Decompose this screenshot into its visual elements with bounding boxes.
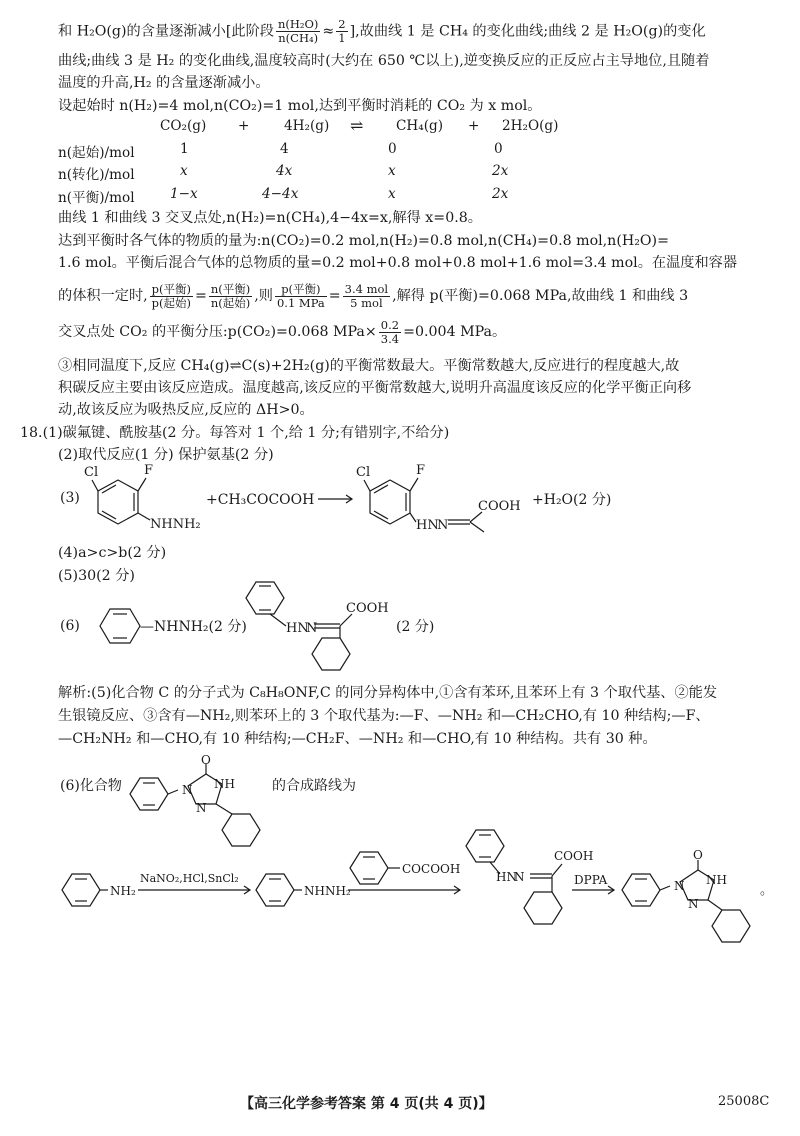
text-line-7: 1.6 mol。平衡后混合气体的总物质的量=0.2 mol+0.8 mol+0.8 mol+1.6 mol=3.4 mol。在温度和容器	[58, 255, 738, 271]
ice-cell: 0	[494, 140, 503, 157]
text-line-2: 曲线;曲线 3 是 H₂ 的变化曲线,温度较高时(大约在 650 ℃以上),逆变换反应的正反应占主导地位,且随着	[58, 53, 710, 69]
mole-fraction	[343, 283, 390, 310]
frac-num: p(平衡)	[275, 283, 327, 297]
ice-row	[58, 184, 578, 207]
text-line-10: ③相同温度下,反应 CH₄(g)⇌C(s)+2H₂(g)的平衡常数最大。平衡常数越大,反应进行的程度越大,故	[58, 358, 680, 374]
fluoro-label: F	[416, 463, 426, 478]
water-byproduct: +H₂O(2 分)	[532, 492, 612, 508]
n-label: N	[514, 870, 525, 884]
nh-label: NH	[706, 873, 727, 887]
ice-cell: x	[388, 163, 396, 179]
frac-num: 3.4 mol	[344, 281, 389, 296]
mole-ratio-fraction	[209, 283, 252, 310]
cooh-label: COOH	[346, 601, 389, 616]
ratio-fraction	[276, 18, 320, 45]
fluoro-label: F	[144, 463, 154, 478]
diazotization-reagents: NaNO₂,HCl,SnCl₂	[140, 872, 239, 885]
line9-b: =0.004 MPa。	[403, 324, 507, 340]
q18-part2: (2)取代反应(1 分) 保护氨基(2 分)	[58, 447, 274, 463]
frac-num: n(平衡)	[210, 281, 251, 296]
hydrazone-answer-score: (2 分)	[396, 619, 435, 635]
ratio-num: n(H₂O)	[277, 17, 319, 31]
equation-row	[58, 116, 578, 139]
ice-cell: 4x	[276, 163, 293, 179]
eq-h2: 4H₂(g)	[284, 118, 330, 134]
analysis-line-4b: 的合成路线为	[272, 778, 356, 794]
benzene-ring	[350, 852, 400, 884]
eq-ch4: CH₄(g)	[396, 118, 444, 134]
page-footer: 【高三化学参考答案 第 4 页(共 4 页)】	[240, 1096, 493, 1112]
q18-part6-answers	[0, 586, 800, 666]
q18-part5: (5)30(2 分)	[58, 568, 135, 584]
text-line-6: 达到平衡时各气体的物质的量为:n(CO₂)=0.2 mol,n(H₂)=0.8 mol,n(CH₄)=0.8 mol,n(H₂O)=	[58, 233, 669, 249]
pyruvic-acid-reagent: +CH₃COCOOH	[206, 492, 315, 508]
frac-num: p(平衡)	[151, 281, 191, 296]
line1-b: ],故曲线 1 是 CH₄ 的变化曲线;曲线 2 是 H₂O(g)的变化	[349, 23, 706, 40]
ice-cell: 4−4x	[262, 185, 299, 202]
ice-cell: x	[388, 185, 396, 202]
n-label: N	[306, 621, 318, 636]
reaction-arrow	[138, 886, 250, 894]
ice-row	[58, 161, 578, 184]
partial-pressure-fraction	[379, 319, 401, 346]
o-label: O	[693, 848, 703, 862]
eq-equilibrium-arrow: ⇌	[350, 116, 364, 135]
part6-label: (6)	[60, 618, 80, 634]
eq-plus-1: +	[238, 118, 250, 134]
reaction-arrow	[572, 886, 614, 894]
n-label: N	[688, 897, 699, 911]
ratio-value-fraction	[336, 18, 347, 45]
ice-cell: 2x	[492, 163, 509, 179]
hydrazine-label: NHNH₂	[150, 517, 201, 532]
approx-sign: ≈	[322, 23, 335, 40]
hn-label: HN	[496, 870, 517, 884]
eq-co2: CO₂(g)	[160, 118, 207, 134]
line1-a: 和 H₂O(g)的含量逐渐减小[此阶段	[58, 23, 274, 40]
amine-label: NH₂	[110, 884, 136, 898]
text-line-12: 动,故该反应为吸热反应,反应的 ΔH>0。	[58, 402, 314, 418]
ice-label: n(起始)/mol	[58, 144, 135, 161]
chloro-label: Cl	[84, 465, 99, 480]
ratio-den: n(CH₄)	[278, 31, 319, 45]
eq-plus-2: +	[468, 118, 480, 134]
cooh-label: COOH	[478, 499, 521, 514]
ice-label: n(平衡)/mol	[58, 189, 135, 206]
benzene-ring	[62, 874, 108, 906]
analysis-line-3: —CH₂NH₂ 和—CHO,有 10 种结构;—CH₂F、—NH₂ 和—CHO,有 10 种结构。共有 30 种。	[58, 731, 657, 747]
ice-row	[58, 139, 578, 162]
line8-a: 的体积一定时,	[58, 288, 148, 304]
line8-c: ,解得 p(平衡)=0.068 MPa,故曲线 1 和曲线 3	[392, 288, 689, 304]
frac-den: 0.1 MPa	[276, 295, 325, 310]
equals: =	[194, 288, 207, 304]
benzene-ring	[92, 478, 150, 524]
ice-cell: 1−x	[170, 185, 198, 202]
frac-den: 5 mol	[350, 295, 383, 310]
frac-den: p(起始)	[151, 295, 191, 310]
dppa-reagent: DPPA	[574, 873, 608, 887]
hydrazine-label: NHNH₂	[304, 884, 351, 898]
cooh-label: COOH	[554, 849, 594, 863]
eq-h2o: 2H₂O(g)	[502, 118, 559, 134]
phenylhydrazine-answer: —NHNH₂(2 分)	[140, 619, 247, 635]
pressure-ratio-fraction	[150, 283, 193, 310]
text-line-5: 曲线 1 和曲线 3 交叉点处,n(H₂)=n(CH₄),4−4x=x,解得 x=0.8。	[58, 210, 482, 226]
benzene-ring	[622, 860, 750, 942]
pressure-fraction	[275, 283, 327, 310]
hn-label: HN	[416, 518, 439, 533]
ice-cell: 4	[280, 140, 289, 157]
text-line-11: 积碳反应主要由该反应造成。温度越高,该反应的平衡常数越大,说明升高温度该反应的化学平衡正向移	[58, 380, 692, 396]
o-label: O	[201, 753, 211, 767]
analysis-line-2: 生银镜反应、③含有—NH₂,则苯环上的 3 个取代基为:—F、—NH₂ 和—CH₂CHO,有 10 种结构;—F、	[58, 708, 710, 724]
reaction-arrow	[318, 495, 352, 503]
benzene-ring	[130, 764, 260, 846]
line9-a: 交叉点处 CO₂ 的平衡分压:p(CO₂)=0.068 MPa×	[58, 324, 377, 340]
n-label: N	[196, 801, 207, 815]
text-line-3: 温度的升高,H₂ 的含量逐渐减小。	[58, 75, 270, 91]
line8-b: ,则	[254, 288, 273, 304]
n-label: N	[674, 879, 685, 893]
ice-table	[58, 116, 578, 206]
n-label: N	[437, 518, 449, 533]
phenylglyoxylic-acid-reagent: COCOOH	[402, 862, 461, 876]
text-line-1	[58, 18, 762, 45]
target-compound-line	[0, 753, 800, 840]
benzene-ring	[100, 609, 140, 643]
ice-cell: 1	[180, 140, 189, 157]
ice-label: n(转化)/mol	[58, 167, 135, 183]
chloro-label: Cl	[356, 465, 371, 480]
n-label: N	[182, 783, 193, 797]
ice-cell: 2x	[492, 185, 509, 202]
ratio-value-num: 2	[338, 17, 346, 31]
ratio-value-den: 1	[338, 31, 346, 45]
text-line-4: 设起始时 n(H₂)=4 mol,n(CO₂)=1 mol,达到平衡时消耗的 CO₂ 为 x mol。	[58, 98, 542, 114]
part3-label: (3)	[60, 490, 80, 506]
reaction-arrow	[348, 886, 460, 894]
benzene-ring	[256, 874, 302, 906]
synthesis-route	[0, 840, 800, 950]
frac-den: n(起始)	[210, 295, 251, 310]
hn-label: HN	[286, 621, 309, 636]
text-line-8	[58, 280, 762, 312]
analysis-line-4a: (6)化合物	[60, 778, 122, 794]
q18-part3-reaction	[0, 462, 800, 542]
nh-label: NH	[214, 777, 235, 791]
frac-num: 0.2	[380, 317, 400, 332]
route-period: 。	[760, 883, 774, 898]
equals: =	[328, 288, 341, 304]
paper-code: 25008C	[718, 1094, 770, 1109]
text-line-9	[58, 316, 762, 348]
ice-cell: 0	[388, 140, 397, 157]
frac-den: 3.4	[380, 331, 400, 346]
q18-part4: (4)a>c>b(2 分)	[58, 545, 167, 561]
ice-cell: x	[180, 163, 188, 179]
analysis-line-1: 解析:(5)化合物 C 的分子式为 C₈H₈ONF,C 的同分异构体中,①含有苯环,且苯环上有 3 个取代基、②能发	[58, 685, 718, 701]
q18-part1: 18.(1)碳氟键、酰胺基(2 分。每答对 1 个,给 1 分;有错别字,不给分)	[20, 425, 450, 441]
